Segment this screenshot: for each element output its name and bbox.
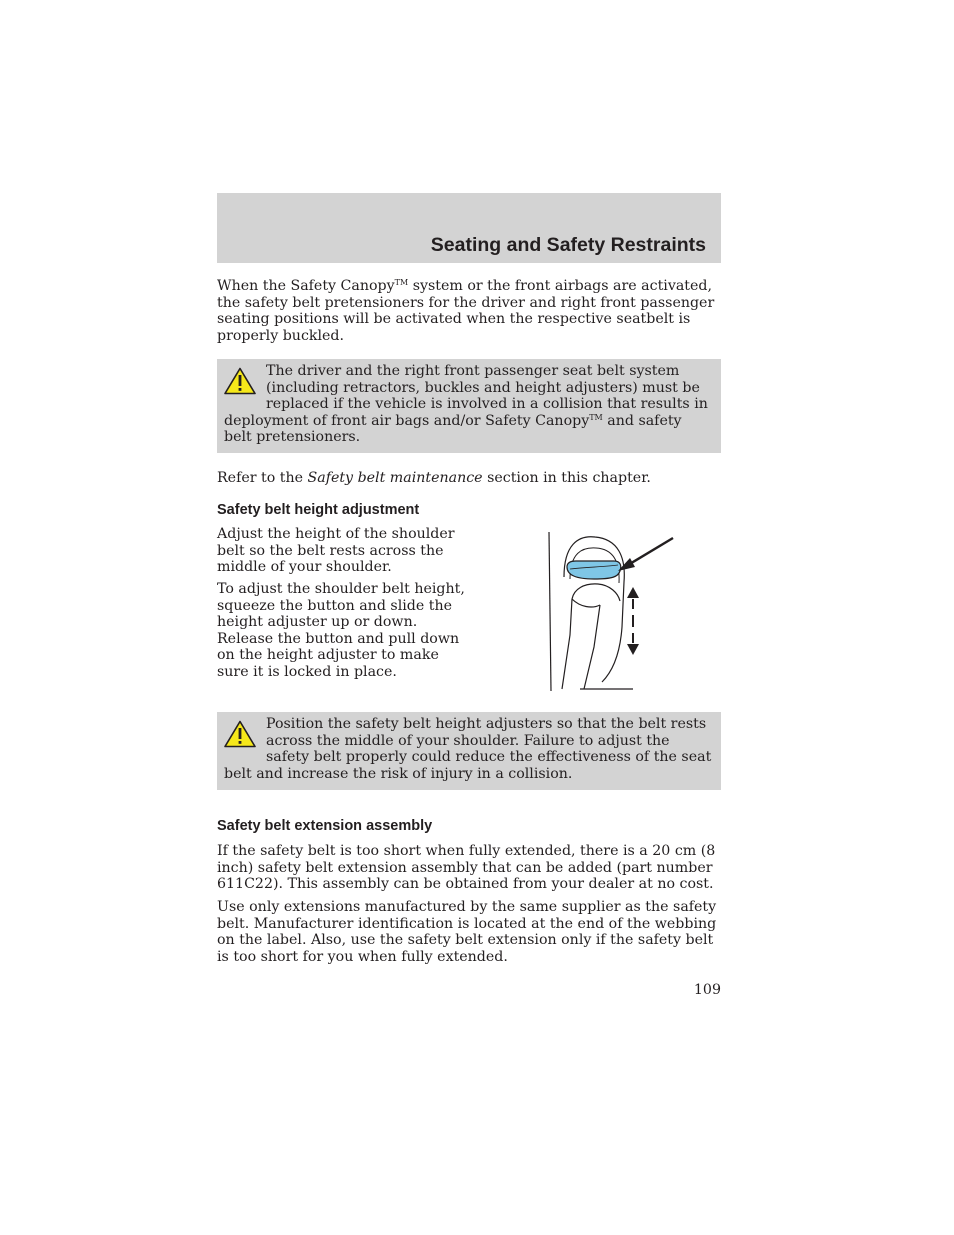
extension-paragraph-2: Use only extensions manufactured by the same supplier as the safety belt. Manufacturer identification is located at the end of the webbing on the label. Also, use the safety belt extension only if the safety belt is too short for you when fully extended. bbox=[217, 899, 717, 965]
intro-text-1: When the Safety Canopy bbox=[217, 278, 395, 294]
warning-triangle-icon bbox=[224, 720, 256, 748]
section-title: Seating and Safety Restraints bbox=[430, 234, 706, 256]
page-number: 109 bbox=[693, 982, 721, 998]
extension-heading: Safety belt extension assembly bbox=[217, 818, 433, 834]
section-header-band bbox=[217, 193, 721, 263]
refer-after: section in this chapter. bbox=[482, 470, 651, 486]
warning1-text-2: and safety belt pretensioners. bbox=[224, 412, 682, 445]
warning-triangle-icon bbox=[224, 367, 256, 395]
height-adjustment-heading: Safety belt height adjustment bbox=[217, 502, 420, 518]
warning-text-height-adjusters: Position the safety belt height adjusters so that the belt rests across the middle of your shoulder. Failure to adjust the safety belt properly could reduce the effectiveness of the seat belt and increase the risk of injury in a collision. bbox=[224, 716, 712, 782]
refer-paragraph bbox=[217, 470, 721, 487]
intro-paragraph bbox=[217, 278, 721, 344]
extension-paragraph-1: If the safety belt is too short when fully extended, there is a 20 cm (8 inch) safety belt extension assembly that can be added (part number 611C22). This assembly can be obtained from your dealer at no cost. bbox=[217, 843, 716, 892]
refer-section-name: Safety belt maintenance bbox=[307, 470, 483, 486]
intro-text-2: system or the front airbags are activated, the safety belt pretensioners for the driver and right front passenger seating positions will be activated when the respective seatbelt is properly buckled. bbox=[217, 278, 715, 344]
refer-before: Refer to the bbox=[217, 470, 308, 486]
height-adjustment-paragraph-2: To adjust the shoulder belt height, squeeze the button and slide the height adjuster up or down. Release the button and pull down on the height adjuster to make sure it is locked in place. bbox=[217, 581, 465, 680]
height-adjustment-paragraph-1: Adjust the height of the shoulder belt so the belt rests across the middle of your shoulder. bbox=[217, 526, 455, 575]
warning-box-replacement bbox=[217, 359, 721, 453]
warning1-text-1: The driver and the right front passenger seat belt system (including retractors, buckles and height adjusters) must be replaced if the vehicle is involved in a collision that results in deployment of front air bags and/or Safety Canopy bbox=[224, 363, 708, 429]
warning-text-replacement bbox=[224, 363, 713, 446]
warning-box-height-adjusters bbox=[217, 712, 721, 790]
trademark-mark: TM bbox=[394, 278, 409, 287]
trademark-mark: TM bbox=[589, 412, 603, 422]
height-adjuster-figure bbox=[540, 527, 680, 695]
